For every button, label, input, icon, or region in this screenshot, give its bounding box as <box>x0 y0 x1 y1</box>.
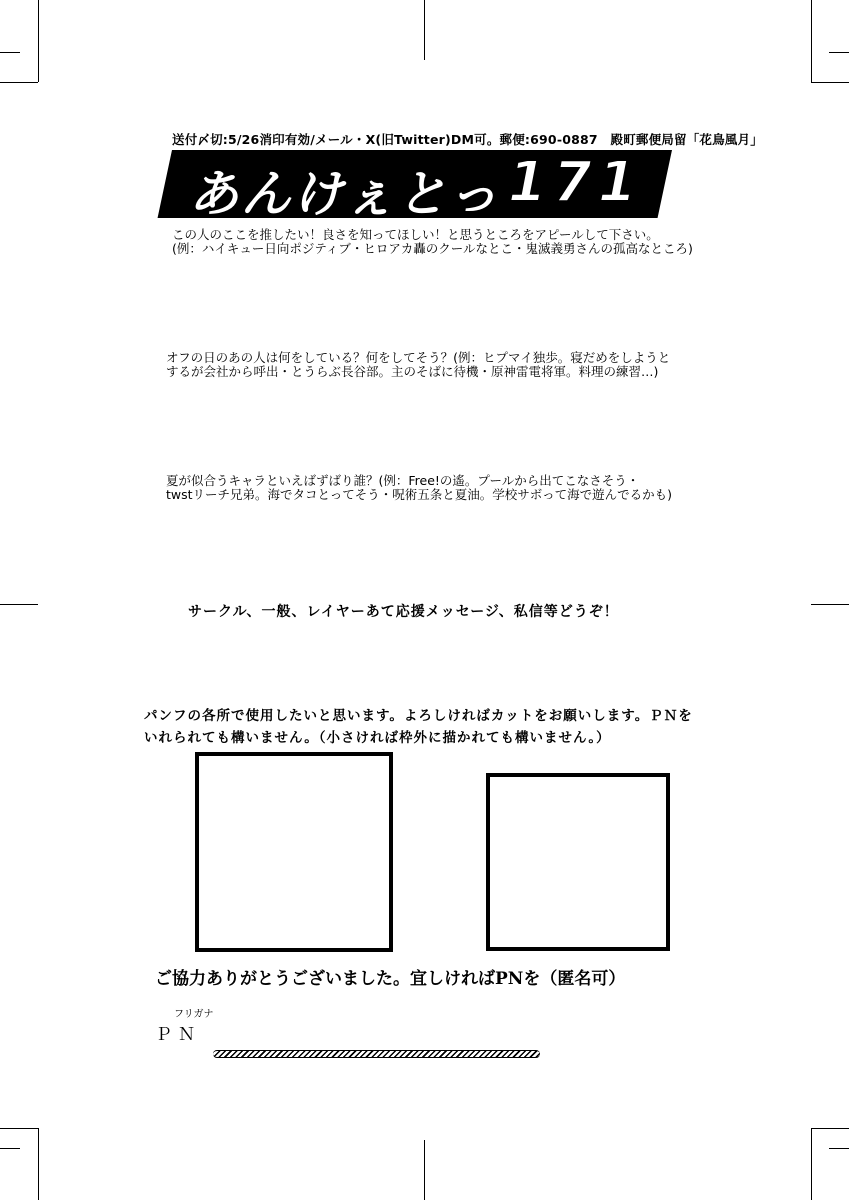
question-1 <box>172 228 693 256</box>
banner-title: あんけぇとっ <box>188 165 500 223</box>
pen-name-line[interactable] <box>213 1050 540 1058</box>
cut-request-line-2: いれられても構いません。（小さければ枠外に描かれても構いません。） <box>144 730 611 746</box>
cut-request <box>144 705 693 749</box>
question-1-line-2: (例：ハイキュー日向ポジティブ・ヒロアカ轟のクールなとこ・鬼滅義勇さんの孤高なところ) <box>172 241 693 256</box>
banner-number: 171 <box>507 150 643 215</box>
furigana-label: フリガナ <box>174 1009 214 1020</box>
cut-request-line-1: パンフの各所で使用したいと思います。よろしければカットをお願いします。ＰＮを <box>144 708 693 724</box>
question-3 <box>166 474 672 502</box>
drawing-box-left[interactable] <box>195 752 393 952</box>
thanks-text: ご協力ありがとうございました。宜しければPNを（匿名可） <box>155 969 626 989</box>
question-2-line-1: オフの日のあの人は何をしている？何をしてそう？(例：ヒプマイ独歩。寝だめをしようと <box>166 350 671 365</box>
drawing-box-right[interactable] <box>486 773 670 951</box>
question-2 <box>166 351 670 379</box>
question-1-line-1: この人のここを推したい！良さを知ってほしい！と思うところをアピールして下さい。 <box>172 227 659 242</box>
question-2-line-2: するが会社から呼出・とうらぶ長谷部。主のそばに待機・原神雷電将軍。料理の練習…) <box>166 364 659 379</box>
title-banner <box>158 150 672 223</box>
question-3-line-1: 夏が似合うキャラといえばずばり誰？(例：Free!の遙。プールから出てこなさそう・ <box>166 473 640 488</box>
message-prompt: サークル、一般、レイヤーあて応援メッセージ、私信等どうぞ！ <box>188 604 619 620</box>
question-3-line-2: twstリーチ兄弟。海でタコとってそう・呪術五条と夏油。学校サボって海で遊んでるかも) <box>166 487 673 502</box>
pen-name-label: ＰＮ <box>155 1025 201 1045</box>
submission-info: 送付〆切:5/26消印有効/メール・X(旧Twitter)DM可。郵便:690-0887 殿町郵便局留「花鳥風月」 <box>172 132 763 147</box>
